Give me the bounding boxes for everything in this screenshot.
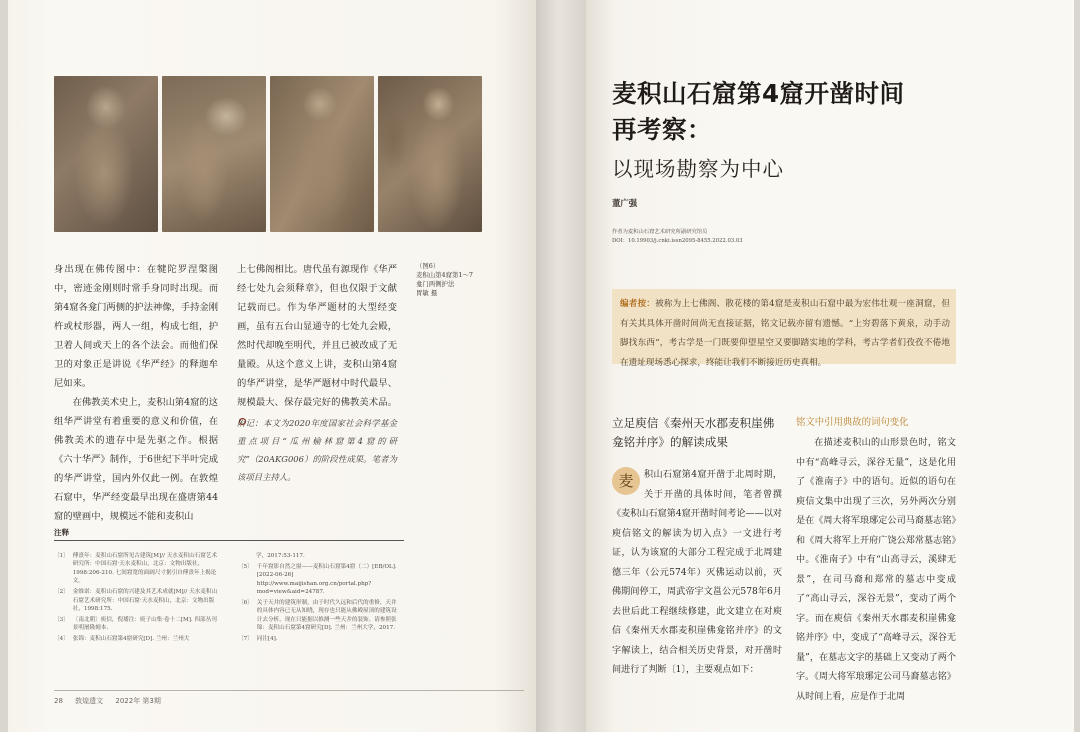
photo-strip [54,76,482,232]
note-item: 〔1〕 傅熹年：麦积山石窟所见古建筑[M]// 天水麦积山石窟艺术研究所：中国石窟·天水麦积山，北京：文物出版社，1998:206-210. 七间窟宽的面阔尺寸据引自傅熹年上揭论文。 [54,553,218,585]
left-page [8,0,536,732]
author-info [612,228,832,246]
caption-credit: 胃敏 摄 [416,289,438,297]
section-heading-2: 铭文中引用典故的词句变化 [796,417,909,428]
notes-list-left [54,552,222,646]
drop-cap: 麦 [612,467,640,495]
note-item: 〔3〕 〔南北朝〕庾信，倪璠注：庾子山集·卷十二[M]. 四部丛刊景明屠隆刻本. [54,616,217,632]
article-subtitle: 以现场勘察为中心 [612,157,784,181]
note-item: 学，2017:53-117. [256,553,305,559]
left-body-column-2 [237,260,397,431]
book-gutter [536,0,586,732]
editor-note-label: 编者按： [620,299,656,309]
left-body-paragraph-2: 在佛教美术史上，麦积山第4窟的这组华严讲堂有着重要的意义和价值，在佛教美术的遗存中是先驱之作。根据《六十华严》制作，于6世纪下半叶完成的华严讲堂，国内外仅此一例。在敦煌石窟中，华严经变最早出现在盛唐第44窟的壁画中，规模远不能和麦积山 [54,397,218,522]
right-body-column-1 [612,466,782,681]
article-title [612,76,905,148]
section-2-body: 在描述麦积山的山形景色时，铭文中有“高峰寻云，深谷无量”，这是化用了《淮南子》中的语句。近似的语句在庾信文集中出现了三次，另外两次分别是在《周大将军琅琊定公司马裔墓志铭》和《周大将军上开府广饶公郑常墓志铭》中。《淮南子》中有“山高寻云，溪肆无景”，在司马裔和郑常的墓志中变成了“高山寻云，深谷无景”，变动了两个字。而在庾信《秦州天水郡麦积崖佛龛铭并序》中，变成了“高峰寻云，深谷无量”，在墓志文字的基础上又变动了两个字。《周大将军琅琊定公司马裔墓志铭》从时间上看，应是作于北周 [796,438,956,702]
section-heading-1: 立足庾信《秦州天水郡麦积崖佛龛铭并序》的解读成果 [612,416,775,449]
page-number: 28 [54,697,63,705]
note-item: 〔2〕 金维诺：麦积山石窟的兴建及其艺术成就[M]// 天水麦积山石窟艺术研究所：中国石窟·天水麦积山，北京：文物出版社，1998:175. [54,589,218,612]
note-item: 〔6〕 关于天井的建筑形制，由于时代久远和后代的重修，天井的具体内容已无从知晓，现存也只能从佛殿屋顶的建筑设计去分析，现在只能据以推测一些天井的装饰。请参照张锦：麦积山石窟第4窟研究[D]. 兰州：兰州大学，2017. [238,600,397,632]
title-line: 麦积山石窟第4窟开凿时间 [612,79,905,108]
editor-note-box [612,289,956,368]
notes-list-right [238,552,398,646]
caption-label: （图6） [416,262,440,270]
guardian-photo-2 [162,76,266,232]
guardian-photo-4 [378,76,482,232]
page-folio [54,696,171,706]
guardian-photo-3 [270,76,374,232]
caption-line: 麦积山第4窟第1～7 [416,271,473,279]
notes-heading: 注释 [54,528,70,537]
note-item: 〔7〕 同注[4]. [238,636,278,643]
author-name: 董广强 [612,198,638,208]
author-affiliation: 作者为麦积山石窟艺术研究所副研究馆员 [612,229,708,235]
journal-name: 敦煌遗文 [75,697,104,705]
editor-note-text: 被称为上七佛阁、散花楼的第4窟是麦积山石窟中最为宏伟壮观一座洞窟，但有关其具体开凿时间尚无直接证据，铭文记载亦留有遗憾。“上穷碧落下黄泉，动手动脚找东西”，考古学是一门既要仰望星空又要脚踏实地的学科，考古学者们孜孜不倦地在遗址现场悉心探求，终能让我们不断接近历史真相。 [620,299,950,368]
figure-caption [416,262,502,298]
note-item: 〔4〕 张锦：麦积山石窟第4窟研究[D]. 兰州：兰州大 [54,636,190,643]
left-body-column-1 [54,260,218,526]
note-item: 〔5〕 千年窟影自然之窗——麦积山石窟第4窟（二）[EB/OL]. [2022-06-26] http://www.maijishan.org.cn/portal.php?mod=view&aid=24787. [238,563,397,596]
doi: DOI：10.19903/j.cnki.issn2095-8455.2022.03.03 [612,238,743,244]
guardian-photo-1 [54,76,158,232]
caption-line: 龛门两侧护法 [416,280,455,288]
funding-note: 附记：本文为2020年度国家社会科学基金重点项目“瓜州榆林窟第4窟的研究”（20AKG006）的阶段性成果。笔者为该项目主持人。 [237,418,397,482]
left-body-paragraph-3: 上七佛阁相比。唐代虽有源现作《华严经七处九会须释章》，但也仅限于文献记载而已。作为华严题材的大型经变画，虽有五台山显通寺的七处九会殿，然时代却晚至明代，并且已被改成了无量殿。从这个意义上讲，麦积山第4窟的华严讲堂，是华严题材中时代最早、规模最大、保存最完好的佛教美术品。 [237,264,397,408]
right-body-column-2 [796,434,956,707]
title-line: 再考察： [612,115,712,144]
journal-issue: 2022年 第3期 [115,697,161,705]
section-1-body: 积山石窟第4窟开凿于北周时期，关于开凿的具体时间，笔者曾撰《麦积山石窟第4窟开凿时间考论——以对庾信铭文的解读为切入点》一文进行考证，认为该窟的大部分工程完成于北周建德三年（公元574年）灭佛运动以前，灭佛期间停工，周武帝宇文邕公元578年6月去世后此工程继续修建，此文建立在对庾信《秦州天水郡麦积崖佛龛铭并序》的文字解读上，结合相关历史背景，对开凿时间进行了判断〔1〕，主要观点如下： [612,470,782,675]
notes-divider [54,540,404,541]
footer-divider [54,690,524,691]
left-body-paragraph-1: 身出现在佛传图中：在犍陀罗涅槃图中，密迹金刚则时常手身同时出现。而第4窟各龛门两侧的护法神像，手持金刚杵或杖形器，两人一组，构成七组，护卫着人间或天上的各个法会。而他们保卫的对象正是讲说《华严经》的释迦牟尼如来。 [54,264,218,389]
